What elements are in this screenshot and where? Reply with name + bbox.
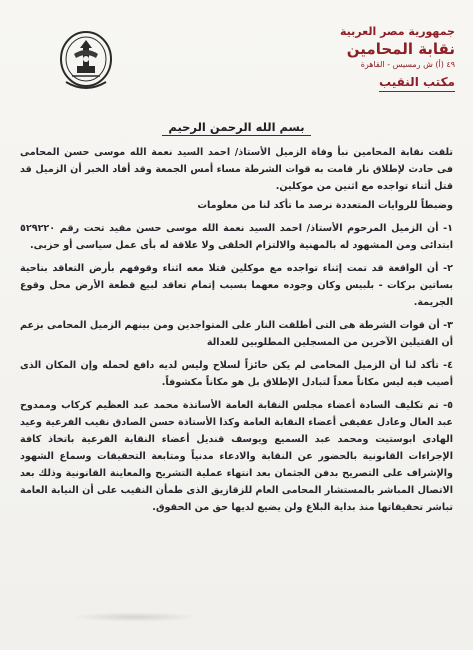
organization-address: ٤٩ (أ) ش رمسيس - القاهرة — [360, 60, 455, 69]
paragraph-facts-lead: وضبطاً للروايات المتعددة نرصد ما تأكد لنا من معلومات — [197, 200, 453, 211]
office-name: مكتب النقيب — [379, 74, 455, 92]
statement-body — [20, 144, 453, 518]
paragraph-point-5: ٥- تم تكليف السادة أعضاء مجلس النقابة العامة الأساتذة محمد عبد العظيم كركاب وممدوح عبد العال وعادل عفيفى أعضاء النقابة العامة وكذا الأستاذة حسن الصادق نقيب الفرعية وعيد الهادى ابوستيت ومحمد عبد السميع ويوسف قنديل أعضاء النقابة الفرعية باتخاذ كافة الإجراءات القانونية بالحضور عن النقابة والادعاء مدنياً ومتابعة التحقيقات وسماع الشهود والإشراف على التصريح بدفن الجثمان بعد انتهاء عملية التشريح والمعاينة القانونية وذلك بعد الاتصال المباشر بالمستشار المحامى العام للزقازيق الذى طمأن النقيب على أن النيابة العامة تباشر تحقيقاتها منذ بداية البلاغ ولن يضيع لديها حق من الحقوق. — [20, 400, 453, 513]
paragraph-point-2: ٢- أن الواقعة قد تمت إثناء تواجده مع موكلين قتلا معه اثناء وقوفهم بأرض التعاقد بناحية بساتين بركات - بلبيس وكان وجوده معهما بسبب إتمام تعاقد لبيع قطعة الأرض محل وقوع الجريمة. — [20, 263, 453, 308]
country-name: جمهورية مصر العربية — [340, 25, 455, 38]
paragraph-point-1: ١- أن الزميل المرحوم الأستاذ/ احمد السيد نعمة الله موسى حسن مقيد تحت رقم ٥٢٩٢٢٠ ابتدائى ومن المشهود له بالمهنية والالتزام الخلقى ولا علاقة له بأى عمل سياسى أو حزبى. — [20, 223, 453, 251]
paragraph-intro: تلقت نقابة المحامين نبأ وفاة الزميل الأستاذ/ احمد السيد نعمة الله موسى حسن المحامى فى حادث لإطلاق نار قامت به قوات الشرطة مساء أمس الجمعة وقد أفاد الخبر أن الزميل قد قتل أثناء تواجده مع اثنين من موكلين. — [20, 147, 453, 192]
bar-association-seal-icon — [58, 28, 114, 94]
paragraph-point-4: ٤- تأكد لنا أن الزميل المحامى لم يكن حائزاً لسلاح وليس لديه دافع لحمله وإن المكان الذى أصيب فيه ليس مكاناً معداً لتبادل الإطلاق بل هو مكاناً مكشوفاً. — [20, 360, 453, 388]
paragraph-point-3: ٣- أن قوات الشرطة هى التى أطلقت النار على المتواجدين ومن بينهم الزميل المحامى بزعم أن القتيلين الآخرين من المسجلين المطلوبين للعدالة — [20, 320, 453, 348]
basmala-heading — [0, 120, 473, 134]
letterhead-block — [305, 24, 455, 92]
basmala-text: بسم الله الرحمن الرحيم — [162, 120, 310, 136]
letterhead-header — [0, 0, 473, 115]
paper-smudge — [70, 612, 200, 622]
organization-name: نقابة المحامين — [346, 40, 455, 58]
